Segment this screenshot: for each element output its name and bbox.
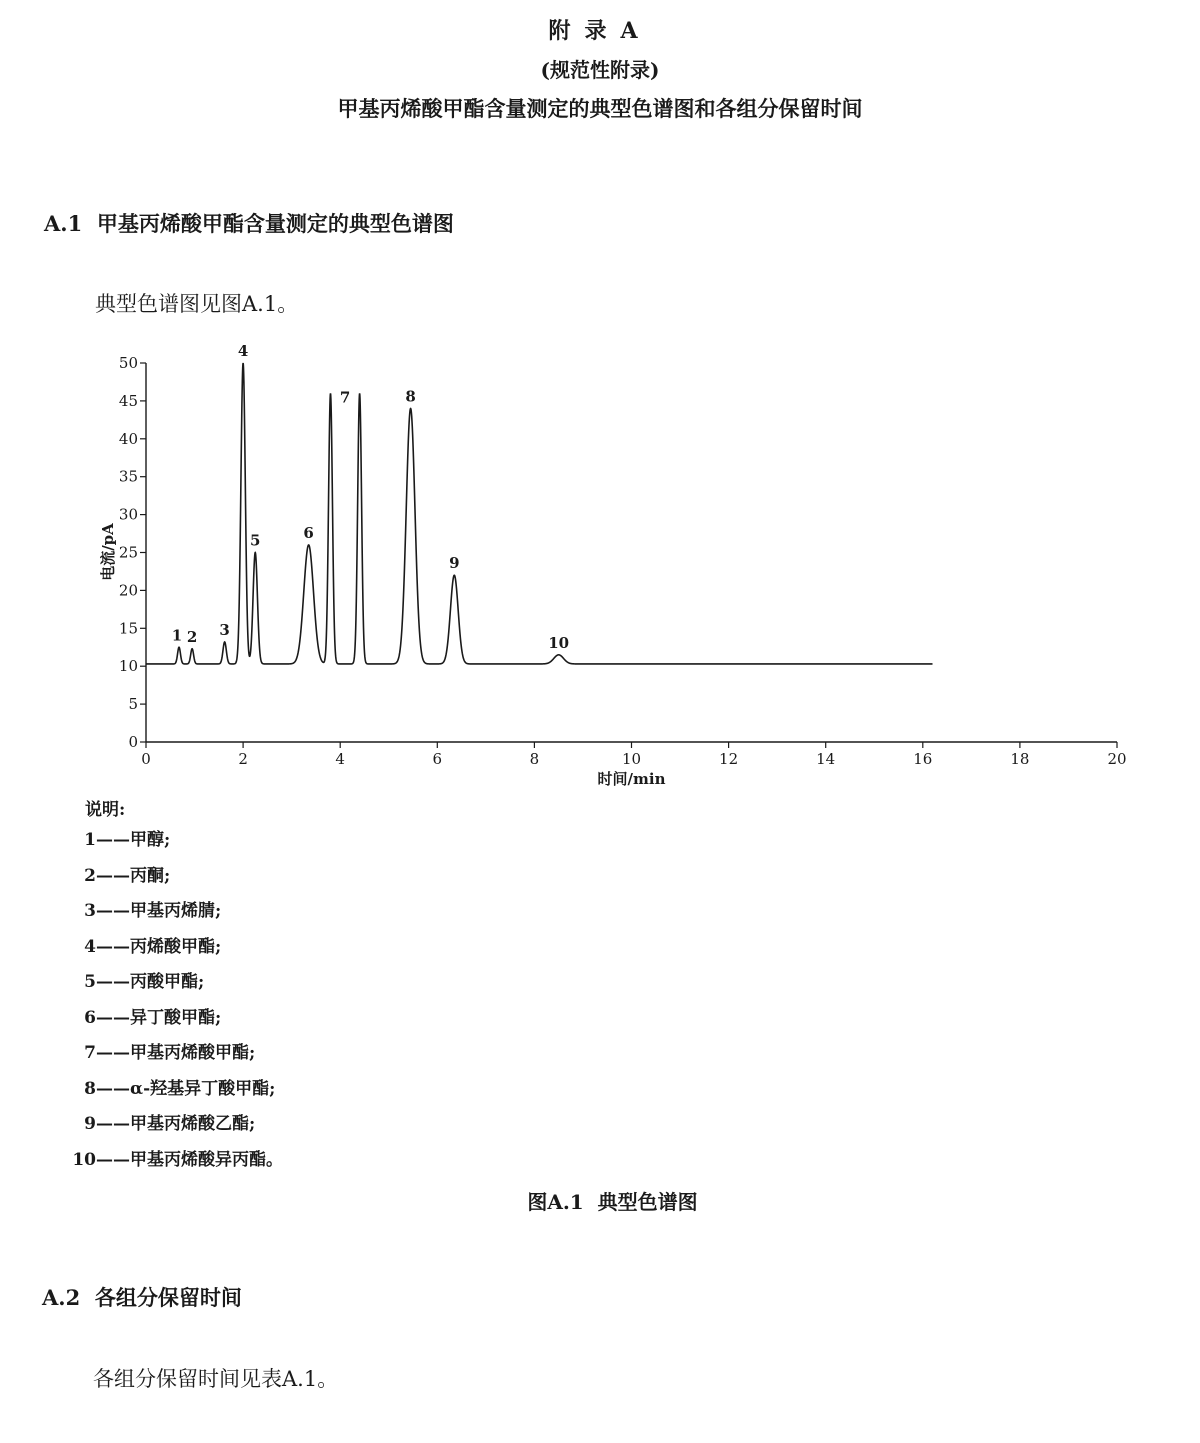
y-tick-label: 5 bbox=[128, 695, 138, 714]
legend-item-name: ——α-羟基异丁酸甲酯; bbox=[96, 1078, 276, 1099]
y-tick-label: 0 bbox=[128, 733, 138, 751]
legend-item-8 bbox=[72, 1074, 283, 1110]
legend-item-name: ——丙酮; bbox=[96, 865, 171, 886]
y-tick-label: 50 bbox=[118, 354, 138, 372]
figure-caption: 图A.1 典型色谱图 bbox=[527, 1190, 698, 1214]
chart-ticks bbox=[119, 354, 1127, 768]
legend-item-1 bbox=[72, 825, 283, 861]
x-tick-label: 12 bbox=[719, 750, 739, 768]
x-tick-label: 18 bbox=[1010, 750, 1030, 768]
x-tick-label: 20 bbox=[1107, 750, 1127, 768]
y-tick-label: 30 bbox=[118, 505, 138, 524]
legend-item-name: ——甲基丙烯酸甲酯; bbox=[96, 1043, 256, 1063]
peak-label-3: 3 bbox=[219, 620, 230, 639]
legend-item-number: 9 bbox=[84, 1114, 96, 1134]
legend-title: 说明: bbox=[85, 800, 126, 820]
section-a2-heading: A.2 各组分保留时间 bbox=[42, 1285, 242, 1310]
legend-item-name: ——甲醇; bbox=[96, 830, 171, 850]
y-tick-label: 10 bbox=[118, 657, 138, 676]
peak-label-10: 10 bbox=[548, 633, 570, 652]
legend-item-6 bbox=[72, 1003, 283, 1039]
legend-item-number: 3 bbox=[84, 901, 96, 921]
appendix-subject: 甲基丙烯酸甲酯含量测定的典型色谱图和各组分保留时间 bbox=[337, 96, 863, 121]
chromatogram-chart bbox=[0, 330, 1200, 790]
legend-item-number: 8 bbox=[84, 1078, 96, 1099]
peak-label-4: 4 bbox=[237, 342, 249, 360]
legend-item-number: 4 bbox=[84, 936, 96, 957]
legend-item-number: 6 bbox=[84, 1007, 96, 1028]
legend-item-number: 5 bbox=[84, 972, 96, 992]
legend-item-4 bbox=[72, 932, 283, 968]
x-tick-label: 10 bbox=[621, 750, 642, 768]
legend-item-name: ——甲基丙烯酸异丙酯。 bbox=[96, 1149, 283, 1170]
legend-item-number: 1 bbox=[84, 830, 96, 850]
peak-label-5: 5 bbox=[250, 531, 261, 550]
legend-item-number: 10 bbox=[72, 1149, 96, 1170]
legend-item-name: ——甲基丙烯酸乙酯; bbox=[96, 1114, 256, 1134]
x-tick-label: 0 bbox=[141, 750, 151, 768]
legend-item-9 bbox=[72, 1109, 283, 1145]
y-tick-label: 35 bbox=[118, 467, 138, 486]
y-tick-label: 20 bbox=[118, 581, 138, 600]
x-tick-label: 16 bbox=[913, 750, 933, 768]
legend-item-name: ——甲基丙烯腈; bbox=[96, 901, 222, 921]
x-axis-label: 时间/min bbox=[597, 770, 666, 788]
legend-item-5 bbox=[72, 967, 283, 1003]
legend-item-3 bbox=[72, 896, 283, 932]
peak-label-2: 2 bbox=[186, 627, 198, 646]
y-tick-label: 15 bbox=[118, 619, 138, 638]
legend-list bbox=[72, 825, 283, 1180]
legend-item-number: 2 bbox=[84, 865, 96, 886]
x-tick-label: 2 bbox=[238, 750, 248, 768]
section-a1-text: 典型色谱图见图A.1。 bbox=[95, 292, 299, 316]
section-a1-heading: A.1 甲基丙烯酸甲酯含量测定的典型色谱图 bbox=[44, 211, 454, 236]
legend-item-name: ——丙酸甲酯; bbox=[96, 972, 205, 992]
peak-label-6: 6 bbox=[303, 523, 314, 542]
legend-item-number: 7 bbox=[84, 1043, 96, 1063]
legend-item-10 bbox=[72, 1145, 283, 1181]
peak-label-8: 8 bbox=[405, 387, 416, 406]
appendix-type: (规范性附录) bbox=[540, 58, 660, 82]
x-tick-label: 4 bbox=[335, 750, 345, 768]
x-tick-label: 6 bbox=[432, 750, 443, 768]
peak-label-9: 9 bbox=[449, 554, 460, 573]
peak-label-1: 1 bbox=[171, 626, 183, 645]
y-tick-label: 25 bbox=[118, 543, 138, 562]
legend-item-2 bbox=[72, 861, 283, 897]
x-tick-label: 14 bbox=[816, 750, 836, 768]
section-a2-text: 各组分保留时间见表A.1。 bbox=[93, 1367, 339, 1391]
peak-labels bbox=[172, 342, 569, 652]
y-tick-label: 40 bbox=[118, 429, 138, 448]
chromatogram-trace bbox=[146, 363, 933, 664]
y-tick-label: 45 bbox=[118, 391, 138, 410]
appendix-title: 附录A bbox=[548, 18, 652, 44]
legend-item-name: ——异丁酸甲酯; bbox=[96, 1007, 222, 1028]
legend-item-7 bbox=[72, 1038, 283, 1074]
x-tick-label: 8 bbox=[529, 750, 540, 768]
chart-axes bbox=[146, 363, 1117, 742]
y-axis-label: 电流/pA bbox=[99, 523, 117, 581]
peak-label-7: 7 bbox=[339, 388, 351, 407]
legend-item-name: ——丙烯酸甲酯; bbox=[96, 936, 222, 957]
